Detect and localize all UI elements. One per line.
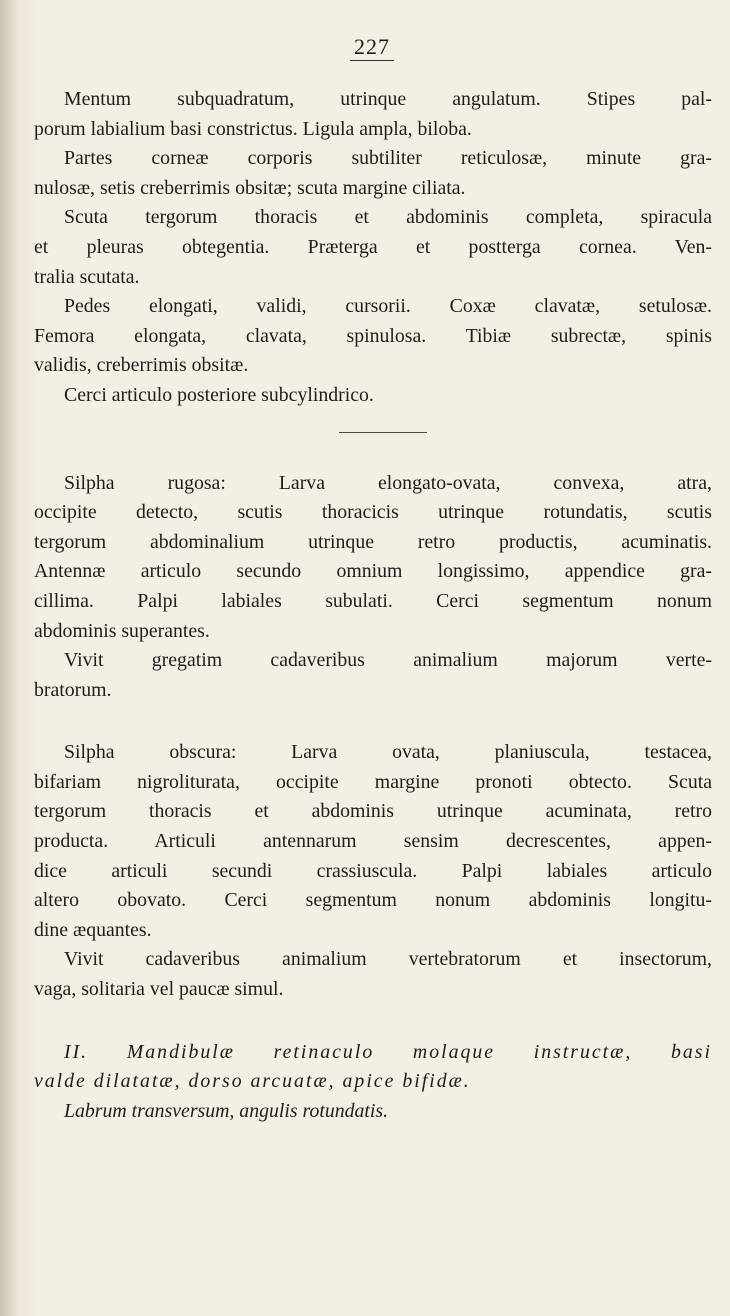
text-line: abdominis superantes.	[34, 619, 210, 642]
silpha-rugosa-block	[34, 469, 712, 706]
text-line: tergorum thoracis et abdominis utrinque acuminata, retro	[34, 800, 712, 823]
text-line: bifariam nigroliturata, occipite margine pronoti obtecto. Scuta	[34, 770, 712, 793]
text-line: Labrum transversum, angulis rotundatis.	[64, 1099, 389, 1122]
section-divider-rule	[339, 432, 427, 433]
text-line: dice articuli secundi crassiuscula. Palpi labiales articulo	[34, 859, 712, 882]
text-line: tergorum abdominalium utrinque retro productis, acuminatis.	[34, 530, 712, 553]
text-line: bratorum.	[34, 678, 112, 701]
text-line: occipite detecto, scutis thoracicis utrinque rotundatis, scutis	[34, 501, 712, 524]
text-line: nulosæ, setis creberrimis obsitæ; scuta margine ciliata.	[34, 176, 466, 199]
text-line: altero obovato. Cerci segmentum nonum abdominis longitu-	[34, 889, 712, 912]
text-line: Scuta tergorum thoracis et abdominis completa, spiracula	[64, 206, 712, 229]
page-gutter-shadow	[0, 0, 18, 1316]
text-line: Femora elongata, clavata, spinulosa. Tibiæ subrectæ, spinis	[34, 324, 712, 347]
paragraph-gap	[34, 705, 712, 738]
text-line: Mentum subquadratum, utrinque angulatum. Stipes pal-	[64, 88, 712, 110]
page-body	[34, 85, 712, 1126]
text-line: cillima. Palpi labiales subulati. Cerci segmentum nonum	[34, 589, 712, 612]
text-line: II. Mandibulæ retinaculo molaque instructæ, basi	[64, 1040, 712, 1063]
text-line: producta. Articuli antennarum sensim decrescentes, appen-	[34, 830, 712, 853]
page-number-text: 227	[350, 34, 394, 61]
text-line: Vivit cadaveribus animalium vertebratorum et insectorum,	[64, 948, 712, 971]
text-line: Antennæ articulo secundo omnium longissimo, appendice gra-	[34, 560, 712, 583]
mandibulae-heading-block	[34, 1038, 712, 1127]
page-number	[0, 34, 730, 61]
text-line: tralia scutata.	[34, 265, 140, 288]
text-line: dine æquantes.	[34, 918, 152, 941]
text-line: Silpha obscura: Larva ovata, planiuscula, testacea,	[64, 741, 712, 764]
text-line: Vivit gregatim cadaveribus animalium majorum verte-	[64, 649, 712, 672]
text-line: et pleuras obtegentia. Præterga et postterga cornea. Ven-	[34, 235, 712, 258]
text-line: valde dilatatæ, dorso arcuatæ, apice bifidæ.	[34, 1070, 471, 1093]
text-line: vaga, solitaria vel paucæ simul.	[34, 978, 284, 1001]
text-line: validis, creberrimis obsitæ.	[34, 354, 249, 377]
text-line: porum labialium basi constrictus. Ligula ampla, biloba.	[34, 117, 472, 140]
text-line: Silpha rugosa: Larva elongato-ovata, convexa, atra,	[64, 471, 712, 494]
text-line: Cerci articulo posteriore subcylindrico.	[64, 383, 374, 406]
text-line: Partes corneæ corporis subtiliter reticulosæ, minute gra-	[64, 147, 712, 170]
text-line: Pedes elongati, validi, cursorii. Coxæ clavatæ, setulosæ.	[64, 295, 712, 318]
paragraph-gap	[34, 1005, 712, 1038]
morphology-description-block	[34, 85, 712, 411]
silpha-obscura-block	[34, 738, 712, 1004]
